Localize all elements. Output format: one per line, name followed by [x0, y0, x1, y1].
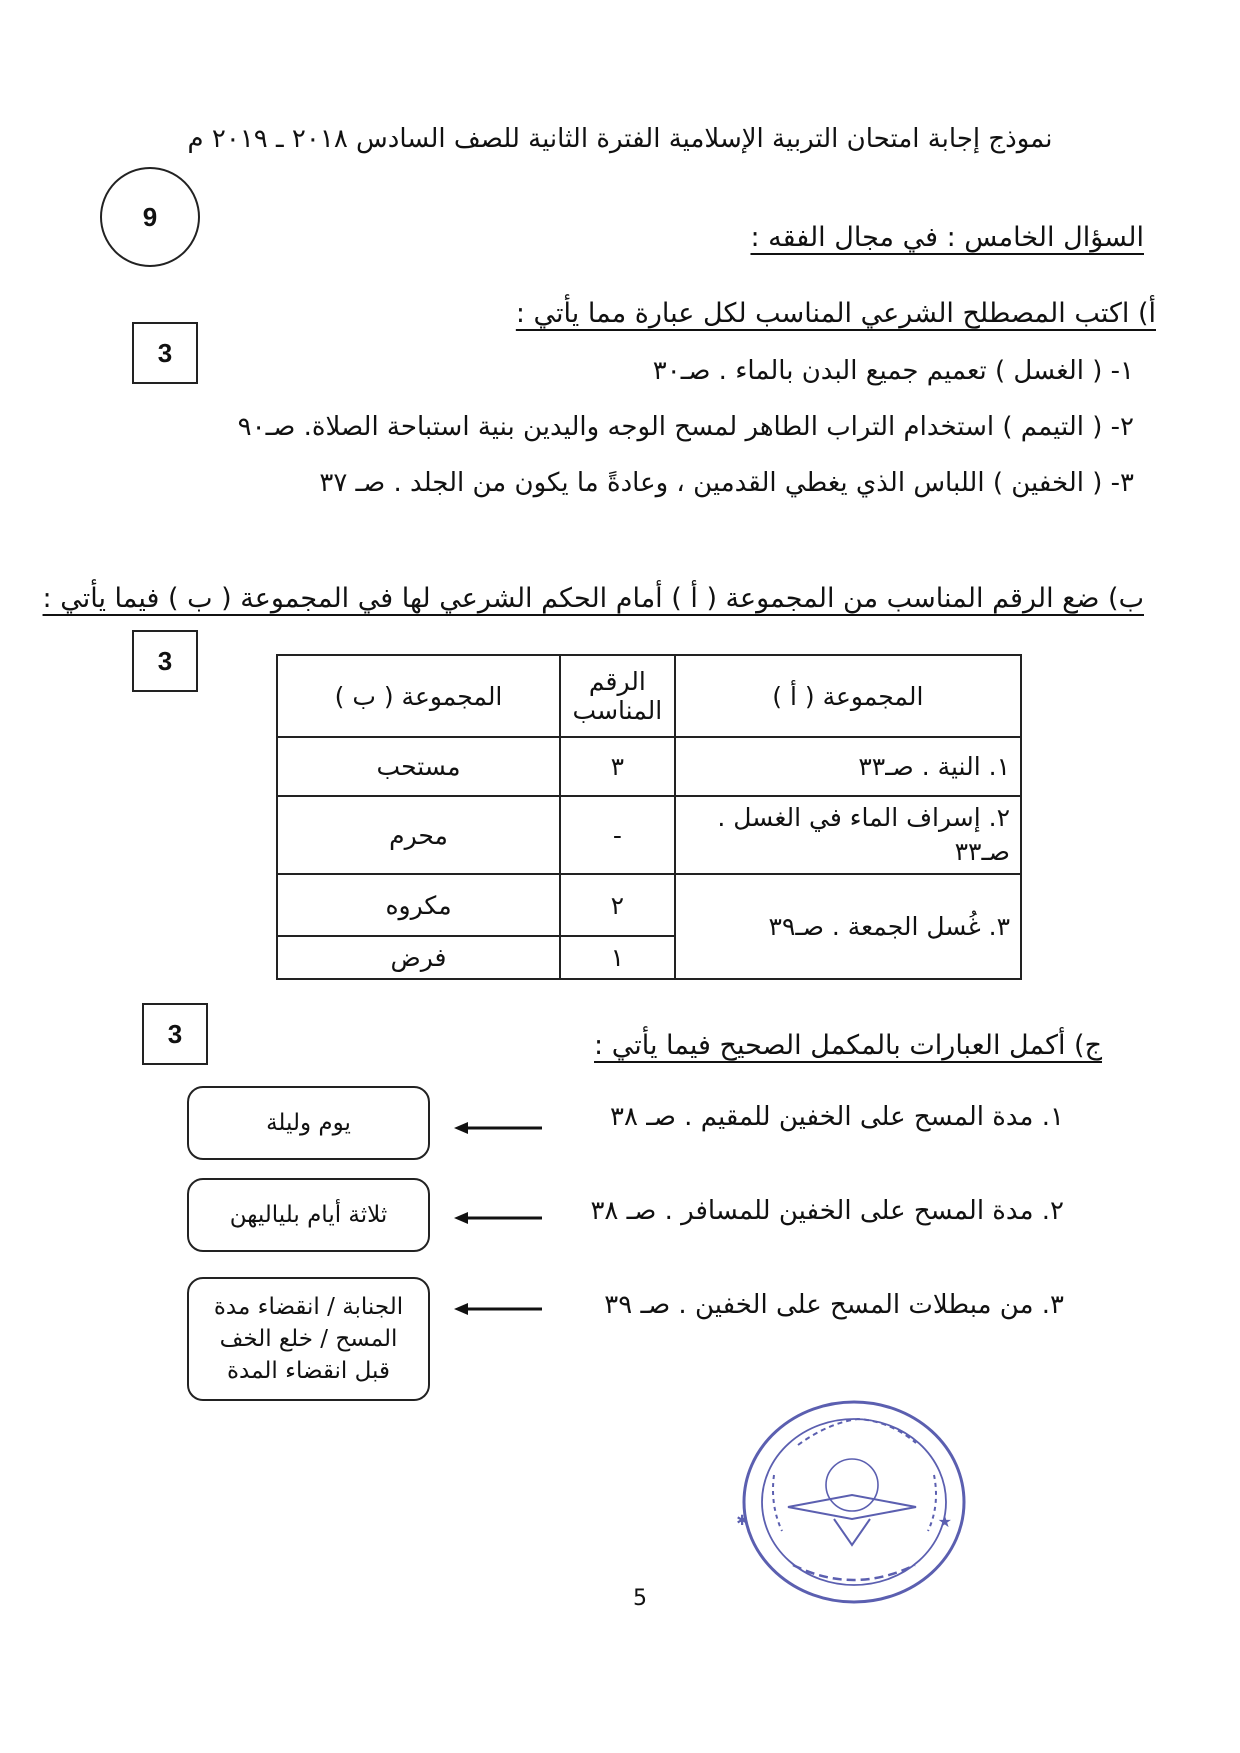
header-group-a: المجموعة ( أ ): [675, 655, 1021, 737]
part-b-score-box: 3: [132, 630, 198, 692]
svg-text:✱: ✱: [736, 1513, 748, 1529]
table-row: [277, 796, 1021, 874]
arrow-left-icon: [454, 1121, 542, 1135]
arrow-left-icon: [454, 1302, 542, 1316]
row-3-number: ٢: [560, 874, 675, 936]
header-number: [560, 655, 675, 737]
part-a-score-box: 3: [132, 322, 198, 384]
row-2-number: -: [560, 796, 675, 874]
part-c-score-box: 3: [142, 1003, 208, 1065]
total-score-circle: 9: [100, 167, 200, 267]
row-1-number: ٣: [560, 737, 675, 796]
header-number-line-1: الرقم: [588, 667, 646, 696]
header-number-line-2: المناسب: [572, 696, 663, 725]
table-row: [277, 737, 1021, 796]
group-a-item-1: ١. النية . صـ٣٣: [675, 737, 1021, 796]
part-b-heading: ب) ضع الرقم المناسب من المجموعة ( أ ) أمام الحكم الشرعي لها في المجموعة ( ب ) فيما يأتي :: [42, 583, 1144, 614]
row-4-number: ١: [560, 936, 675, 979]
answer-box-3: الجنابة / انقضاء مدة المسح / خلع الخف قبل انقضاء المدة: [187, 1277, 430, 1401]
row-2-ruling: محرم: [277, 796, 560, 874]
answer-box-2: ثلاثة أيام بلياليهن: [187, 1178, 430, 1252]
part-a-heading: أ) اكتب المصطلح الشرعي المناسب لكل عبارة مما يأتي :: [515, 298, 1156, 329]
group-a-item-2: ٢. إسراف الماء في الغسل . صـ٣٣: [675, 796, 1021, 874]
page-number: 5: [633, 1586, 647, 1611]
official-stamp: [738, 1395, 970, 1610]
arrow-left-icon: [454, 1211, 542, 1225]
row-4-ruling: فرض: [277, 936, 560, 979]
part-c-statement-2: ٢. مدة المسح على الخفين للمسافر . صـ ٣٨: [590, 1196, 1064, 1226]
table-header-row: [277, 655, 1021, 737]
part-a-item-1: ١- ( الغسل ) تعميم جميع البدن بالماء . صـ٣٠: [652, 356, 1134, 386]
group-a-item-3: ٣. غُسل الجمعة . صـ٣٩: [675, 874, 1021, 979]
header-group-b: المجموعة ( ب ): [277, 655, 560, 737]
question-heading: السؤال الخامس : في مجال الفقه :: [750, 222, 1144, 253]
part-a-item-3: ٣- ( الخفين ) اللباس الذي يغطي القدمين ، وعادةً ما يكون من الجلد . صـ ٣٧: [319, 468, 1134, 498]
answer-box-1: يوم وليلة: [187, 1086, 430, 1160]
part-c-statement-3: ٣. من مبطلات المسح على الخفين . صـ ٣٩: [604, 1290, 1064, 1320]
row-1-ruling: مستحب: [277, 737, 560, 796]
row-3-ruling: مكروه: [277, 874, 560, 936]
part-a-item-2: ٢- ( التيمم ) استخدام التراب الطاهر لمسح الوجه واليدين بنية استباحة الصلاة. صـ٩٠: [237, 412, 1134, 442]
document-title: نموذج إجابة امتحان التربية الإسلامية الفترة الثانية للصف السادس ٢٠١٨ ـ ٢٠١٩ م: [187, 124, 1053, 154]
matching-table: [276, 654, 1022, 980]
part-c-heading: ج) أكمل العبارات بالمكمل الصحيح فيما يأتي :: [594, 1030, 1102, 1061]
part-c-statement-1: ١. مدة المسح على الخفين للمقيم . صـ ٣٨: [610, 1102, 1064, 1132]
svg-text:★: ★: [937, 1512, 952, 1531]
table-row: [277, 874, 1021, 936]
